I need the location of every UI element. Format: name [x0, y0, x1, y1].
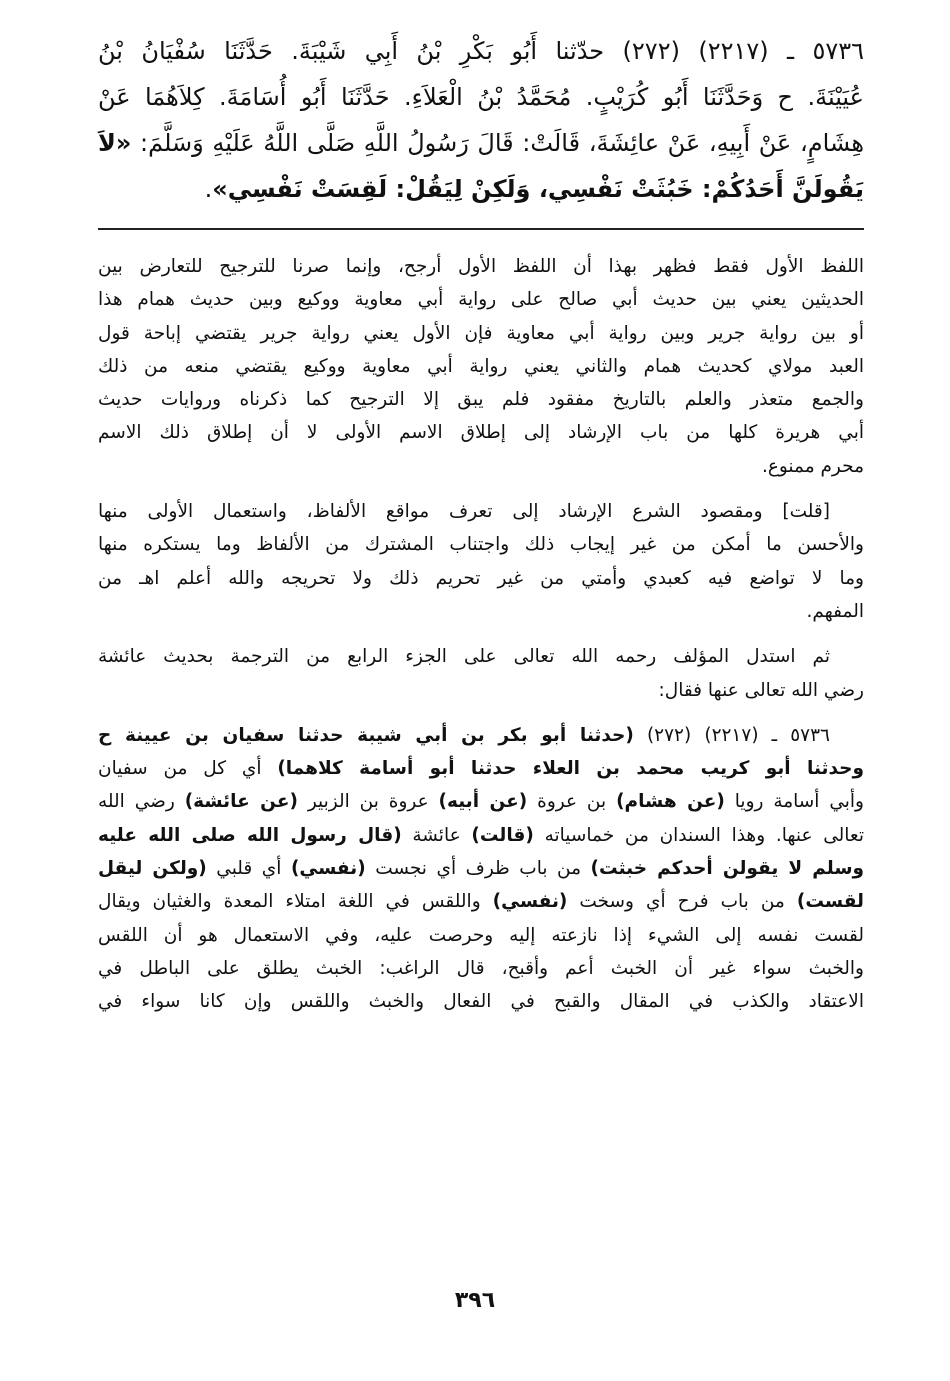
- text-segment: الاعتقاد والكذب في المقال والقبح في الفعال والخبث واللقس وإن كانا سواء في: [98, 991, 864, 1013]
- text-line: [98, 785, 864, 818]
- text-line: [98, 752, 864, 785]
- text-segment: رضي الله: [98, 791, 185, 813]
- text-line: [98, 317, 864, 350]
- text-line: [98, 495, 864, 528]
- text-line: [98, 952, 864, 985]
- bold-quote-segment: (ولكن ليقل: [98, 858, 207, 880]
- bold-quote-segment: لقست): [796, 891, 864, 913]
- text-line: [98, 595, 864, 628]
- text-segment: وأبي أسامة رويا: [724, 791, 864, 813]
- commentary-paragraph: [98, 250, 864, 483]
- text-line: [98, 450, 864, 483]
- bold-quote-segment: وسلم لا يقولن أحدكم خبثت): [590, 858, 865, 880]
- text-segment: من باب ظرف أي نجست: [365, 858, 591, 880]
- text-segment: والخبث سواء غير أن الخبث أعم وأقبح، قال الراغب: الخبث يطلق على الباطل في: [98, 957, 864, 979]
- text-segment: وما لا تواضع فيه كعبدي وأمتي من غير تحريم ذلك ولا تحريجه والله أعلم اهـ من: [98, 567, 864, 589]
- bold-quote-segment: (حدثنا أبو بكر بن أبي شيبة حدثنا سفيان بن عيينة ح: [98, 724, 634, 746]
- text-segment: المفهم.: [806, 600, 864, 622]
- text-segment: العبد مولاي كحديث همام والثاني يعني رواية أبي معاوية ووكيع يقتضي منعه من ذلك: [98, 355, 864, 377]
- bold-quote-segment: (عن أبيه): [438, 791, 528, 813]
- text-segment: أي كل من سفيان: [98, 758, 278, 780]
- bold-quote-segment: (نفسي): [290, 858, 366, 880]
- text-segment: تعالى عنها. وهذا السندان من خماسياته: [533, 824, 864, 846]
- text-segment: رضي الله تعالى عنها فقال:: [658, 679, 864, 701]
- text-line: [98, 28, 864, 74]
- text-line: [98, 416, 864, 449]
- bold-quote-segment: (نفسي): [492, 891, 568, 913]
- text-line: [98, 640, 864, 673]
- text-line: [98, 528, 864, 561]
- text-segment: الحديثين يعني بين حديث أبي صالح على رواية أبي معاوية ووكيع وبين حديث همام هذا: [98, 289, 864, 311]
- bold-quote-segment: وحدثنا أبو كريب محمد بن العلاء حدثنا أبو أسامة كلاهما): [277, 758, 864, 780]
- text-line: [98, 350, 864, 383]
- text-segment: أو بين رواية جرير وبين رواية أبي معاوية فإن الأول يعني رواية جرير يقتضي إباحة قول: [98, 322, 864, 344]
- text-segment: اللفظ الأول فقط فظهر بهذا أن اللفظ الأول أرجح، وإنما صرنا للترجيح للتعارض بين: [98, 256, 864, 277]
- text-line: [98, 562, 864, 595]
- text-line: [98, 985, 864, 1018]
- text-segment: ثم استدل المؤلف رحمه الله تعالى على الجزء الرابع من الترجمة بحديث عائشة: [98, 646, 830, 668]
- commentary-text: [98, 250, 864, 1019]
- text-segment: أي قلبي: [206, 858, 291, 880]
- bold-quote-segment: (قالت): [471, 824, 534, 846]
- text-segment: ٥٧٣٦ ـ (٢٢١٧) (٢٧٢): [633, 724, 830, 746]
- text-segment: .: [204, 175, 213, 203]
- text-segment: لقست نفسه إلى الشيء إذا نازعته إليه وحرصت عليه، وفي الاستعمال هو أن اللقس: [98, 924, 864, 946]
- bold-quote-segment: (قال رسول الله صلى الله عليه: [98, 824, 402, 846]
- text-line: [98, 283, 864, 316]
- text-segment: والجمع متعذر والعلم بالتاريخ مفقود فلم يبق إلا الترجيح كما ذكرناه وروايات حديث: [98, 389, 864, 411]
- text-line: [98, 852, 864, 885]
- text-segment: عُيَيْنَةَ. ح وَحَدَّثَنَا أَبُو كُرَيْبٍ. مُحَمَّدُ بْنُ الْعَلاَءِ. حَدَّثَنَا أَبُو أُسَامَةَ. كِلاَهُمَا عَنْ: [98, 83, 864, 111]
- commentary-paragraph: [98, 495, 864, 628]
- page-number: ٣٩٦: [454, 1288, 496, 1313]
- commentary-paragraph: [98, 640, 864, 707]
- text-segment: ٥٧٣٦ ـ (٢٢١٧) (٢٧٢) حدّثنا أَبُو بَكْرِ بْنُ أَبِي شَيْبَةَ. حَدَّثَنَا سُفْيَانُ بْنُ: [98, 37, 865, 65]
- bold-quote-segment: «لاَ: [98, 129, 132, 157]
- text-line: [98, 120, 864, 166]
- text-line: [98, 383, 864, 416]
- text-segment: عروة بن الزبير: [297, 791, 439, 813]
- hadith-text: [98, 28, 864, 212]
- commentary-paragraph: [98, 719, 864, 1019]
- text-segment: عائشة: [401, 824, 472, 846]
- text-segment: والأحسن ما أمكن من غير إيجاب ذلك واجتناب المشترك من الألفاظ وما يستكره منها: [98, 534, 864, 556]
- text-segment: أبي هريرة كلها من باب الإرشاد إلى إطلاق الاسم الأولى لا أن إطلاق ذلك الاسم: [98, 422, 864, 444]
- text-segment: من باب فرح أي وسخت: [567, 891, 797, 913]
- text-line: [98, 819, 864, 852]
- book-page: [98, 28, 864, 1031]
- text-segment: [قلت] ومقصود الشرع الإرشاد إلى تعرف مواقع الألفاظ، واستعمال الأولى منها: [98, 501, 830, 523]
- bold-quote-segment: (عن عائشة): [184, 791, 298, 813]
- bold-quote-segment: يَقُولَنَّ أَحَدُكُمْ: خَبُثَتْ نَفْسِي، وَلَكِنْ لِيَقُلْ: لَقِسَتْ نَفْسِي»: [212, 175, 864, 203]
- text-line: [98, 166, 864, 212]
- text-line: [98, 919, 864, 952]
- text-line: [98, 719, 864, 752]
- text-segment: واللقس في اللغة امتلاء المعدة والغثيان ويقال: [98, 891, 493, 913]
- text-line: [98, 885, 864, 918]
- text-line: [98, 674, 864, 707]
- text-segment: محرم ممنوع.: [761, 455, 864, 477]
- text-line: [98, 250, 864, 283]
- text-line: [98, 74, 864, 120]
- text-segment: هِشَامٍ، عَنْ أَبِيهِ، عَنْ عائِشَةَ، قَالَتْ: قَالَ رَسُولُ اللَّهِ صَلَّى اللَّهُ عَلَيْهِ وَسَلَّمَ:: [131, 129, 864, 157]
- text-segment: بن عروة: [527, 791, 617, 813]
- separator-rule: [98, 228, 864, 230]
- bold-quote-segment: (عن هشام): [616, 791, 725, 813]
